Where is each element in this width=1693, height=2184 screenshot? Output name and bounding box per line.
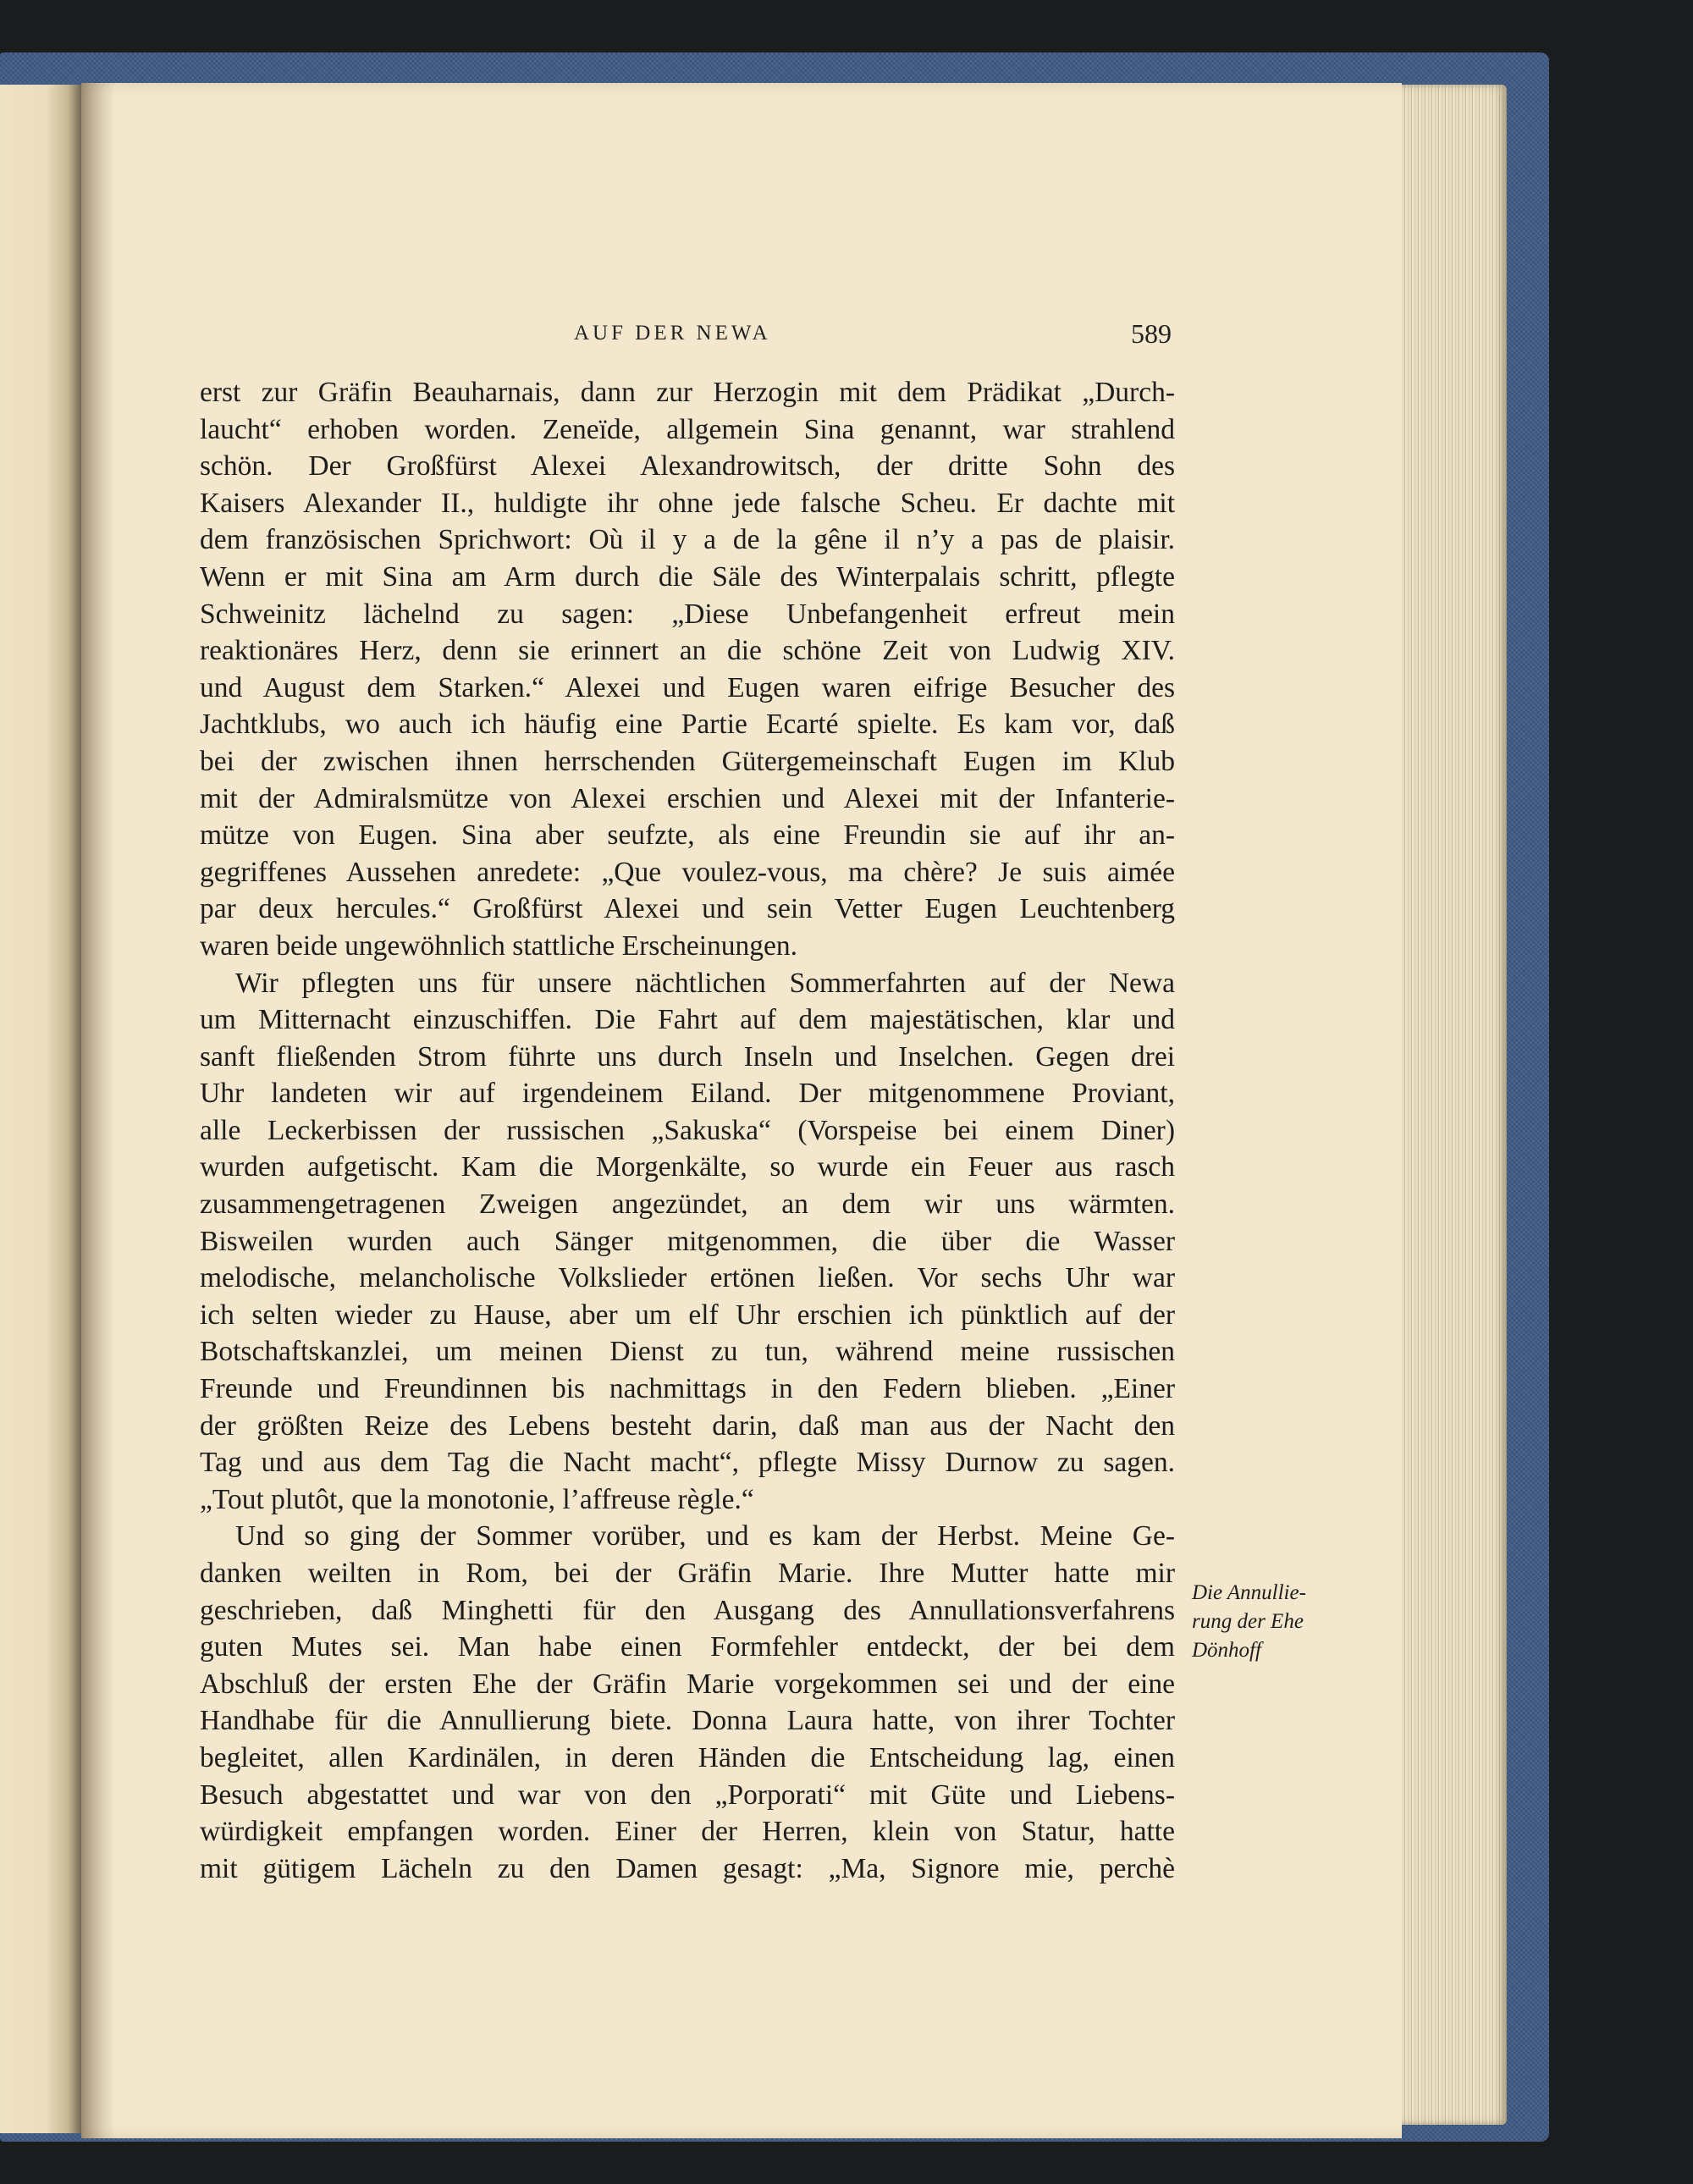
- text-line: Tag und aus dem Tag die Nacht macht“, pflegte Missy Durnow zu sagen.: [200, 1447, 1175, 1479]
- page-fore-edge: [1388, 85, 1507, 2125]
- text-line: guten Mutes sei. Man habe einen Formfehler entdeckt, der bei dem: [200, 1631, 1175, 1663]
- text-line: laucht“ erhoben worden. Zeneïde, allgemein Sina genannt, war strahlend: [200, 413, 1175, 445]
- text-line: der größten Reize des Lebens besteht darin, daß man aus der Nacht den: [200, 1409, 1175, 1442]
- text-line: Abschluß der ersten Ehe der Gräfin Marie vorgekommen sei und der eine: [200, 1668, 1175, 1700]
- text-line: Botschaftskanzlei, um meinen Dienst zu tun, während meine russischen: [200, 1336, 1175, 1368]
- text-line: waren beide ungewöhnlich stattliche Erscheinungen.: [200, 929, 798, 962]
- text-line: würdigkeit empfangen worden. Einer der Herren, klein von Statur, hatte: [200, 1816, 1175, 1848]
- text-line: begleitet, allen Kardinälen, in deren Händen die Entscheidung lag, einen: [200, 1741, 1175, 1773]
- text-line: „Tout plutôt, que la monotonie, l’affreuse règle.“: [200, 1483, 754, 1515]
- text-line: dem französischen Sprichwort: Où il y a de la gêne il n’y a pas de plaisir.: [200, 524, 1175, 556]
- text-line: mit gütigem Lächeln zu den Damen gesagt: „Ma, Signore mie, perchè: [200, 1852, 1175, 1884]
- text-line: Schweinitz lächelnd zu sagen: „Diese Unbefangenheit erfreut mein: [200, 598, 1175, 630]
- text-line: melodische, melancholische Volkslieder ertönen ließen. Vor sechs Uhr war: [200, 1262, 1175, 1294]
- gutter-shadow: [81, 83, 115, 2138]
- text-line: Wir pflegten uns für unsere nächtlichen Sommerfahrten auf der Newa: [235, 967, 1175, 999]
- text-line: danken weilten in Rom, bei der Gräfin Marie. Ihre Mutter hatte mir: [200, 1558, 1175, 1589]
- text-line: Wenn er mit Sina am Arm durch die Säle des Winterpalais schritt, pflegte: [200, 560, 1175, 593]
- body-text: [200, 374, 1175, 1906]
- text-line: Handhabe für die Annullierung biete. Donna Laura hatte, von ihrer Tochter: [200, 1705, 1175, 1737]
- text-line: Bisweilen wurden auch Sänger mitgenommen, die über die Wasser: [200, 1225, 1175, 1257]
- text-line: bei der zwischen ihnen herrschenden Gütergemeinschaft Eugen im Klub: [200, 745, 1175, 777]
- text-line: Und so ging der Sommer vorüber, und es kam der Herbst. Meine Ge-: [235, 1520, 1175, 1553]
- text-line: sanft fließenden Strom führte uns durch Inseln und Inselchen. Gegen drei: [200, 1040, 1175, 1073]
- text-line: Jachtklubs, wo auch ich häufig eine Partie Ecarté spielte. Es kam vor, daß: [200, 709, 1175, 741]
- running-head: AUF DER NEWA: [574, 322, 771, 345]
- text-line: Besuch abgestattet und war von den „Porporati“ mit Güte und Liebens-: [200, 1779, 1175, 1811]
- text-line: Uhr landeten wir auf irgendeinem Eiland. Der mitgenommene Proviant,: [200, 1078, 1175, 1110]
- text-line: Freunde und Freundinnen bis nachmittags in den Federn blieben. „Einer: [200, 1373, 1175, 1405]
- text-line: und August dem Starken.“ Alexei und Eugen waren eifrige Besucher des: [200, 671, 1175, 703]
- text-line: ich selten wieder zu Hause, aber um elf Uhr erschien ich pünktlich auf der: [200, 1299, 1175, 1331]
- facing-page-edge: [0, 85, 85, 2133]
- text-line: alle Leckerbissen der russischen „Sakuska“ (Vorspeise bei einem Diner): [200, 1114, 1175, 1146]
- text-line: reaktionäres Herz, denn sie erinnert an die schöne Zeit von Ludwig XIV.: [200, 635, 1175, 667]
- text-line: wurden aufgetischt. Kam die Morgenkälte, so wurde ein Feuer aus rasch: [200, 1151, 1175, 1183]
- text-line: um Mitternacht einzuschiffen. Die Fahrt auf dem majestätischen, klar und: [200, 1004, 1175, 1036]
- text-line: mit der Admiralsmütze von Alexei erschien und Alexei mit der Infanterie-: [200, 782, 1175, 814]
- book-page: [81, 83, 1402, 2138]
- page-number: 589: [1131, 318, 1172, 349]
- text-line: erst zur Gräfin Beauharnais, dann zur Herzogin mit dem Prädikat „Durch-: [200, 377, 1175, 408]
- text-line: mütze von Eugen. Sina aber seufzte, als eine Freundin sie auf ihr an-: [200, 819, 1175, 852]
- margin-note-line: Die Annullie-: [1192, 1581, 1306, 1604]
- text-line: par deux hercules.“ Großfürst Alexei und sein Vetter Eugen Leuchtenberg: [200, 893, 1175, 925]
- text-line: schön. Der Großfürst Alexei Alexandrowitsch, der dritte Sohn des: [200, 450, 1175, 483]
- text-line: Kaisers Alexander II., huldigte ihr ohne jede falsche Scheu. Er dachte mit: [200, 487, 1175, 519]
- text-line: geschrieben, daß Minghetti für den Ausgang des Annullationsverfahrens: [200, 1594, 1175, 1626]
- text-line: zusammengetragenen Zweigen angezündet, an dem wir uns wärmten.: [200, 1189, 1175, 1221]
- margin-note-line: Dönhoff: [1192, 1639, 1261, 1662]
- margin-note: [1192, 1579, 1353, 1665]
- margin-note-line: rung der Ehe: [1192, 1610, 1304, 1633]
- text-line: gegriffenes Aussehen anredete: „Que voulez-vous, ma chère? Je suis aimée: [200, 856, 1175, 888]
- page-header: [81, 318, 1402, 352]
